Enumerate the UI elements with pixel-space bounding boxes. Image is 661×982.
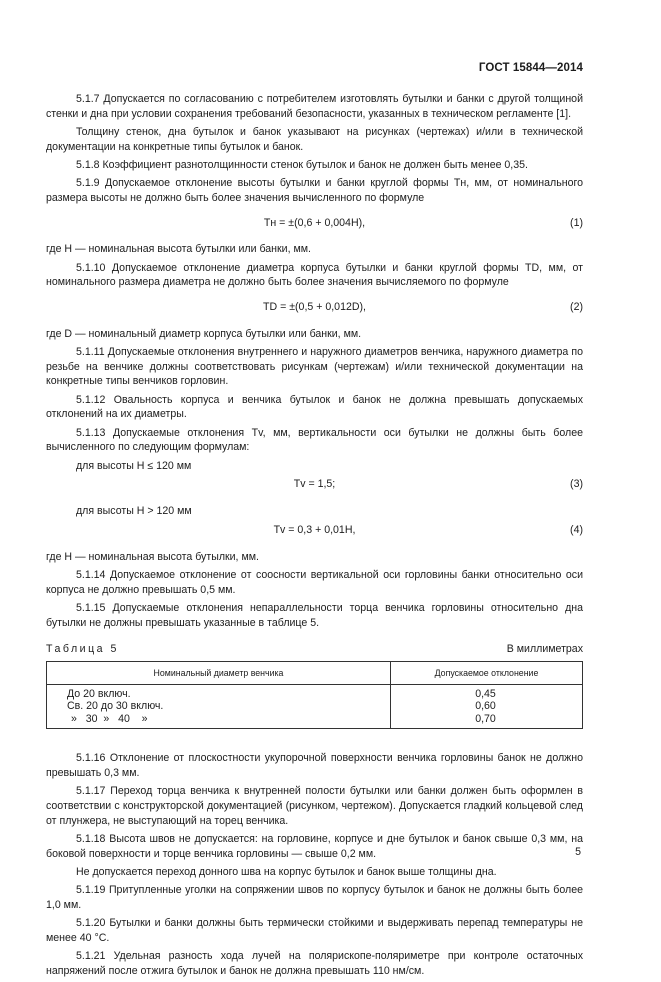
paragraph-5-1-18: 5.1.18 Высота швов не допускается: на горловине, корпусе и дне бутылок и банок свыше 0,3 мм, на боковой поверхности и торце венчика горловины — свыше 0,2 мм.	[46, 832, 583, 860]
paragraph-5-1-11: 5.1.11 Допускаемые отклонения внутреннего и наружного диаметров венчика, наружного диаметра по резьбе на венчике должны соответствовать рисункам (чертежам) и/или технической документации на конкретные типы венчиков горловин.	[46, 346, 583, 388]
formula-2-number: (2)	[570, 301, 583, 314]
formula-4	[46, 523, 583, 538]
table-header-row	[47, 661, 583, 684]
paragraph-5-1-16: 5.1.16 Отклонение от плоскостности укупорочной поверхности венчика горловины банок не должно превышать 0,3 мм.	[46, 752, 583, 779]
paragraph-wall-thickness: Толщину стенок, дна бутылок и банок указывают на рисунках (чертежах) и/или в технической документации на конкретные типы бутылок и банок.	[46, 126, 583, 153]
paragraph-5-1-14: 5.1.14 Допускаемое отклонение от соосности вертикальной оси горловины банки относительно оси корпуса не должно превышать 0,5 мм.	[46, 568, 583, 596]
table-cell-tolerances	[391, 684, 583, 729]
paragraph-5-1-13: 5.1.13 Допускаемые отклонения Tv, мм, вертикальности оси бутылки не должны быть более вычисленного по следующим формулам:	[46, 426, 583, 454]
tolerance-table	[46, 661, 583, 729]
paragraph-5-1-9: 5.1.9 Допускаемое отклонение высоты бутылки и банки круглой формы Tн, мм, от номинального размера высоты не должно быть более значения вычисленного по формуле	[46, 177, 583, 204]
standard-code-header: ГОСТ 15844—2014	[478, 62, 583, 74]
condition-height-gt-120: для высоты H > 120 мм	[76, 505, 192, 518]
paragraph-5-1-7: 5.1.7 Допускается по согласованию с потребителем изготовлять бутылки и банки с другой толщиной стенки и дна при условии сохранения требований безопасности, указанных в техническом регламенте [1].	[46, 93, 583, 120]
paragraph-5-1-12: 5.1.12 Овальность корпуса и венчика бутылок и банок не должна превышать допускаемых отклонений на их диаметры.	[46, 393, 583, 421]
formula-1-number: (1)	[570, 216, 583, 229]
formula-3	[46, 477, 583, 492]
table-units: В миллиметрах	[506, 643, 583, 656]
tolerance-value-1: 0,45	[475, 687, 496, 700]
formula-2-where: где D — номинальный диаметр корпуса бутылки или банки, мм.	[46, 327, 362, 340]
formula-2	[46, 300, 583, 315]
table-caption-row	[46, 642, 583, 657]
condition-height-le-120: для высоты H ≤ 120 мм	[76, 459, 192, 472]
tolerance-value-2: 0,60	[475, 700, 496, 713]
page-number: 5	[575, 846, 581, 858]
diameter-range-1: До 20 включ.	[67, 687, 131, 700]
paragraph-5-1-21: 5.1.21 Удельная разность хода лучей на полярископе-поляриметре при контроле остаточных напряжений после отжига бутылок и банок не должна превышать 110 нм/см.	[46, 950, 583, 977]
page-content	[46, 92, 583, 982]
paragraph-5-1-17: 5.1.17 Переход торца венчика к внутренней полости бутылки или банки должен быть оформлен в соответствии с конструкторской документацией (рисунком, чертежом). Допускается гладкий кольцевой след от плунжера, не выступающий на торец венчика.	[46, 785, 583, 827]
paragraph-5-1-8: 5.1.8 Коэффициент разнотолщинности стенок бутылок и банок не должен быть менее 0,35.	[76, 159, 528, 171]
table-row	[47, 684, 583, 729]
paragraph-5-1-20: 5.1.20 Бутылки и банки должны быть термически стойкими и выдерживать перепад температуры не менее 40 °С.	[46, 917, 583, 944]
table-caption: Таблица 5	[46, 643, 119, 656]
table-cell-diameters	[47, 684, 391, 729]
paragraph-5-1-10: 5.1.10 Допускаемое отклонение диаметра корпуса бутылки и банки круглой формы TD, мм, от номинального размера диаметра не должно быть более значения вычисляемого по формуле	[46, 261, 583, 289]
formula-4-where: где H — номинальная высота бутылки, мм.	[46, 550, 259, 563]
formula-4-number: (4)	[570, 523, 583, 536]
diameter-range-3: » 30 » 40 »	[71, 712, 148, 725]
formula-1-where: где H — номинальная высота бутылки или банки, мм.	[46, 243, 311, 256]
table-header-tolerance: Допускаемое отклонение	[391, 661, 583, 684]
paragraph-bottom-seam: Не допускается переход донного шва на корпус бутылок и банок выше толщины дна.	[76, 865, 497, 878]
formula-2-expression: TD = ±(0,5 + 0,012D),	[263, 301, 366, 314]
formula-1-expression: Tн = ±(0,6 + 0,004H),	[263, 216, 366, 229]
paragraph-5-1-19: 5.1.19 Притупленные уголки на сопряжении швов по корпусу бутылок и банок не должны быть более 1,0 мм.	[46, 884, 583, 911]
formula-3-number: (3)	[570, 478, 583, 491]
paragraph-5-1-15: 5.1.15 Допускаемые отклонения непараллельности торца венчика горловины относительно дна бутылки не должны превышать указанные в таблице 5.	[46, 601, 583, 629]
formula-4-expression: Tv = 0,3 + 0,01H,	[273, 523, 356, 536]
formula-3-expression: Tv = 1,5;	[293, 478, 336, 491]
diameter-range-2: Св. 20 до 30 включ.	[67, 700, 164, 713]
table-header-diameter: Номинальный диаметр венчика	[47, 661, 391, 684]
tolerance-value-3: 0,70	[475, 712, 496, 725]
formula-1	[46, 216, 583, 231]
